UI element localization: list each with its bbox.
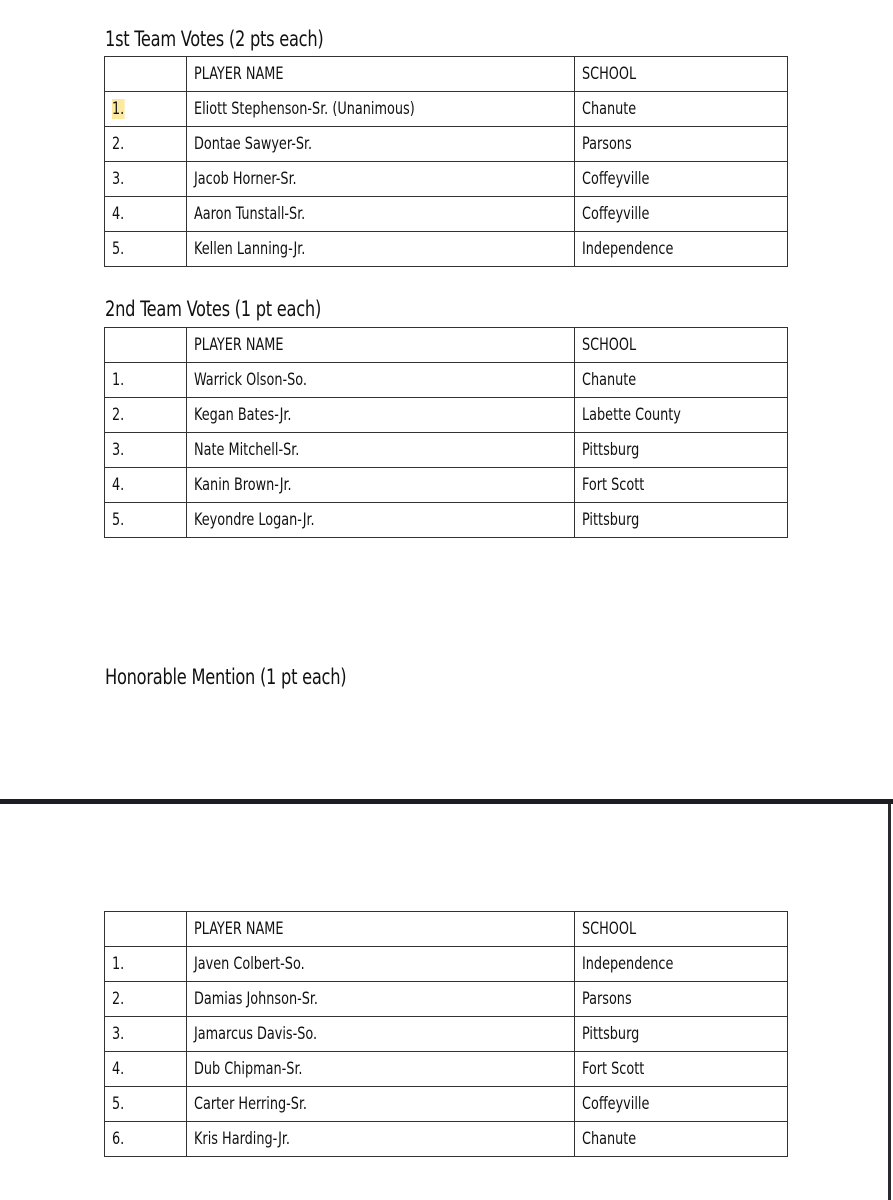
school-name-cell	[575, 232, 788, 267]
row-number-cell	[105, 1017, 187, 1052]
table-header-row	[105, 328, 788, 363]
table-row	[105, 363, 788, 398]
table-row	[105, 468, 788, 503]
school-name-cell	[575, 1017, 788, 1052]
row-number: 5.	[112, 1094, 125, 1114]
player-name-cell	[187, 468, 575, 503]
row-number-cell	[105, 982, 187, 1017]
player-name: Eliott Stephenson-Sr. (Unanimous)	[194, 99, 415, 119]
header-player-name: PLAYER NAME	[187, 328, 575, 363]
first-team-table	[104, 56, 788, 267]
player-name-cell	[187, 433, 575, 468]
header-player-name: PLAYER NAME	[187, 912, 575, 947]
row-number-cell	[105, 127, 187, 162]
player-name-cell	[187, 1087, 575, 1122]
table-row	[105, 1087, 788, 1122]
row-number: 5.	[112, 510, 125, 530]
header-school: SCHOOL	[575, 57, 788, 92]
table-row	[105, 433, 788, 468]
player-name: Carter Herring-Sr.	[194, 1094, 308, 1114]
header-num-cell	[105, 57, 187, 92]
page-divider	[0, 799, 893, 804]
school-name: Chanute	[582, 370, 637, 390]
school-name: Chanute	[582, 99, 637, 119]
header-player-name: PLAYER NAME	[187, 57, 575, 92]
player-name-cell	[187, 197, 575, 232]
school-name: Independence	[582, 239, 674, 259]
row-number-cell	[105, 363, 187, 398]
second-team-body	[105, 328, 788, 538]
row-number: 2.	[112, 989, 125, 1009]
row-number: 3.	[112, 440, 125, 460]
player-name: Damias Johnson-Sr.	[194, 989, 318, 1009]
school-name: Coffeyville	[582, 204, 650, 224]
school-name-cell	[575, 433, 788, 468]
row-number-cell	[105, 197, 187, 232]
school-name: Independence	[582, 954, 674, 974]
school-name-cell	[575, 1052, 788, 1087]
row-number-cell	[105, 468, 187, 503]
school-name-cell	[575, 947, 788, 982]
row-number: 3.	[112, 1024, 125, 1044]
row-number: 1.	[112, 370, 125, 390]
page-edge	[888, 804, 891, 1200]
header-school: SCHOOL	[575, 328, 788, 363]
player-name-cell	[187, 1017, 575, 1052]
player-name: Nate Mitchell-Sr.	[194, 440, 300, 460]
row-number: 4.	[112, 1059, 125, 1079]
school-name: Parsons	[582, 989, 632, 1009]
player-name: Kellen Lanning-Jr.	[194, 239, 306, 259]
player-name: Javen Colbert-So.	[194, 954, 305, 974]
player-name-cell	[187, 398, 575, 433]
row-number-cell	[105, 1087, 187, 1122]
school-name: Fort Scott	[582, 475, 645, 495]
school-name: Chanute	[582, 1129, 637, 1149]
honorable-mention-table	[104, 911, 788, 1157]
row-number-cell	[105, 92, 187, 127]
school-name-cell	[575, 92, 788, 127]
table-header-row	[105, 912, 788, 947]
table-row	[105, 162, 788, 197]
school-name: Labette County	[582, 405, 681, 425]
table-row	[105, 1122, 788, 1157]
row-number-cell	[105, 1122, 187, 1157]
honorable-mention-body	[105, 912, 788, 1157]
player-name: Jacob Horner-Sr.	[194, 169, 297, 189]
table-row	[105, 92, 788, 127]
row-number-cell	[105, 162, 187, 197]
table-header-row	[105, 57, 788, 92]
player-name: Kanin Brown-Jr.	[194, 475, 292, 495]
player-name-cell	[187, 1052, 575, 1087]
school-name: Fort Scott	[582, 1059, 645, 1079]
row-number: 5.	[112, 239, 125, 259]
table-row	[105, 197, 788, 232]
school-name-cell	[575, 1087, 788, 1122]
table-row	[105, 127, 788, 162]
table-row	[105, 947, 788, 982]
row-number: 4.	[112, 204, 125, 224]
school-name: Pittsburg	[582, 1024, 640, 1044]
table-row	[105, 232, 788, 267]
header-num-cell	[105, 328, 187, 363]
player-name: Keyondre Logan-Jr.	[194, 510, 315, 530]
school-name-cell	[575, 127, 788, 162]
school-name: Coffeyville	[582, 1094, 650, 1114]
school-name: Coffeyville	[582, 169, 650, 189]
row-number-cell	[105, 947, 187, 982]
player-name-cell	[187, 127, 575, 162]
player-name-cell	[187, 363, 575, 398]
honorable-mention-title: Honorable Mention (1 pt each)	[105, 665, 347, 689]
first-team-title: 1st Team Votes (2 pts each)	[105, 27, 324, 51]
row-number: 1.	[112, 954, 125, 974]
player-name-cell	[187, 232, 575, 267]
row-number-cell	[105, 398, 187, 433]
player-name: Aaron Tunstall-Sr.	[194, 204, 306, 224]
player-name: Jamarcus Davis-So.	[194, 1024, 318, 1044]
row-number-cell	[105, 232, 187, 267]
table-row	[105, 398, 788, 433]
second-team-title: 2nd Team Votes (1 pt each)	[105, 297, 322, 321]
player-name-cell	[187, 1122, 575, 1157]
player-name: Warrick Olson-So.	[194, 370, 307, 390]
player-name: Kris Harding-Jr.	[194, 1129, 290, 1149]
table-row	[105, 1052, 788, 1087]
school-name-cell	[575, 398, 788, 433]
row-number: 1.	[112, 99, 125, 119]
player-name-cell	[187, 162, 575, 197]
school-name: Pittsburg	[582, 440, 640, 460]
player-name-cell	[187, 982, 575, 1017]
table-row	[105, 1017, 788, 1052]
row-number: 2.	[112, 134, 125, 154]
school-name-cell	[575, 982, 788, 1017]
row-number: 4.	[112, 475, 125, 495]
school-name-cell	[575, 468, 788, 503]
table-row	[105, 982, 788, 1017]
school-name: Parsons	[582, 134, 632, 154]
player-name-cell	[187, 503, 575, 538]
first-team-body	[105, 57, 788, 267]
player-name: Dontae Sawyer-Sr.	[194, 134, 313, 154]
header-num-cell	[105, 912, 187, 947]
player-name: Dub Chipman-Sr.	[194, 1059, 303, 1079]
player-name-cell	[187, 92, 575, 127]
school-name-cell	[575, 1122, 788, 1157]
row-number: 3.	[112, 169, 125, 189]
school-name: Pittsburg	[582, 510, 640, 530]
table-row	[105, 503, 788, 538]
school-name-cell	[575, 197, 788, 232]
school-name-cell	[575, 363, 788, 398]
school-name-cell	[575, 162, 788, 197]
row-number-cell	[105, 503, 187, 538]
school-name-cell	[575, 503, 788, 538]
row-number-cell	[105, 433, 187, 468]
row-number: 2.	[112, 405, 125, 425]
player-name-cell	[187, 947, 575, 982]
row-number: 6.	[112, 1129, 125, 1149]
header-school: SCHOOL	[575, 912, 788, 947]
second-team-table	[104, 327, 788, 538]
row-number-cell	[105, 1052, 187, 1087]
player-name: Kegan Bates-Jr.	[194, 405, 292, 425]
